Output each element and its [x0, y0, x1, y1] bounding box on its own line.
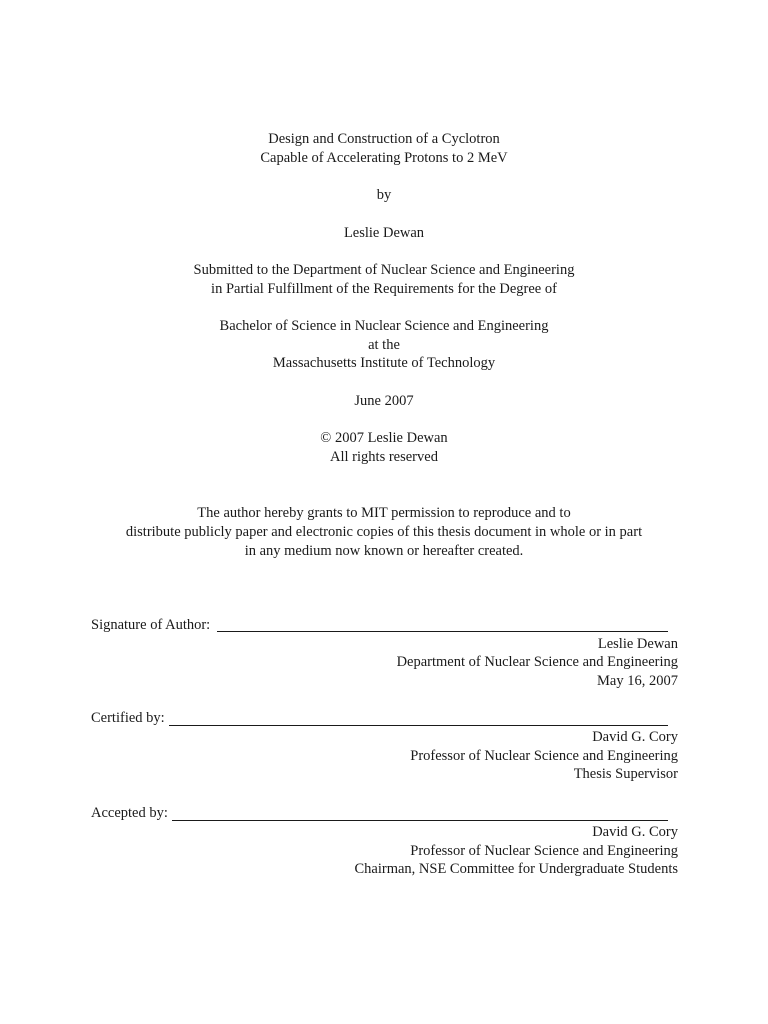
- accepted-by-signature-line: [172, 820, 668, 821]
- submission-date: June 2007: [354, 393, 414, 409]
- supervisor-name: David G. Cory: [592, 729, 678, 745]
- certified-by-label: Certified by:: [91, 710, 165, 726]
- supervisor-title: Professor of Nuclear Science and Engineering: [410, 748, 678, 764]
- permission-line-2: distribute publicly paper and electronic copies of this thesis document in whole or in part: [125, 524, 643, 540]
- author-name: Leslie Dewan: [343, 225, 425, 241]
- chairman-role: Chairman, NSE Committee for Undergraduate Students: [354, 861, 678, 877]
- accepted-by-label: Accepted by:: [91, 805, 168, 821]
- chairman-name: David G. Cory: [592, 824, 678, 840]
- copyright-line-2: All rights reserved: [330, 449, 438, 465]
- signature-label: Signature of Author:: [91, 617, 211, 633]
- submission-line-1: Submitted to the Department of Nuclear Science and Engineering: [193, 262, 575, 278]
- permission-line-1: The author hereby grants to MIT permission to reproduce and to: [197, 505, 571, 521]
- chairman-title: Professor of Nuclear Science and Engineering: [410, 843, 678, 859]
- thesis-title-line-1: Design and Construction of a Cyclotron: [268, 131, 500, 147]
- permission-line-3: in any medium now known or hereafter created.: [244, 543, 524, 559]
- institution-name: Massachusetts Institute of Technology: [272, 355, 496, 371]
- signer-department: Department of Nuclear Science and Engineering: [396, 654, 678, 670]
- submission-line-2: in Partial Fulfillment of the Requirements for the Degree of: [211, 281, 557, 297]
- by-label: by: [376, 187, 392, 203]
- copyright-line-1: © 2007 Leslie Dewan: [320, 430, 448, 446]
- degree-name: Bachelor of Science in Nuclear Science and Engineering: [219, 318, 549, 334]
- signature-line: [217, 631, 668, 632]
- signature-date: May 16, 2007: [597, 673, 678, 689]
- certified-by-signature-line: [169, 725, 668, 726]
- supervisor-role: Thesis Supervisor: [573, 766, 678, 782]
- degree-at: at the: [368, 337, 400, 353]
- thesis-title-line-2: Capable of Accelerating Protons to 2 MeV: [260, 150, 508, 166]
- signer-name: Leslie Dewan: [597, 636, 678, 652]
